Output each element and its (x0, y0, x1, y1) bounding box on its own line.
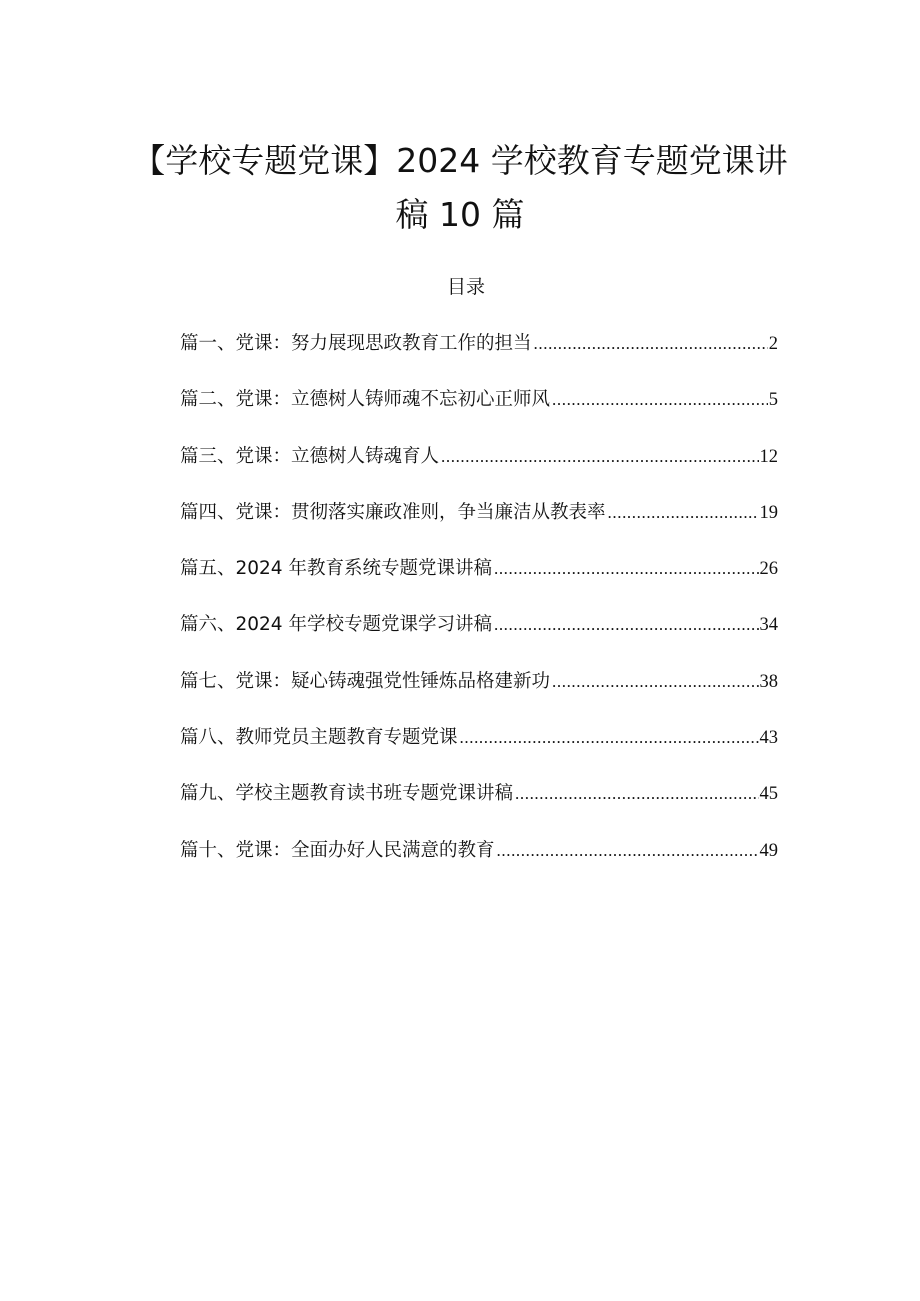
toc-entry[interactable] (180, 443, 778, 499)
toc-entry-page: 5 (768, 390, 778, 411)
toc-entry-label: 篇一、党课：努力展现思政教育工作的担当 (180, 333, 532, 354)
toc-entry[interactable] (180, 837, 778, 893)
toc-entry-page: 12 (759, 446, 778, 467)
toc-entry-label: 篇八、教师党员主题教育专题党课 (180, 727, 458, 749)
toc-entry-label: 篇七、党课：疑心铸魂强党性锤炼品格建新功 (180, 670, 551, 692)
document-title (120, 134, 800, 242)
toc-entry-page: 49 (759, 840, 778, 861)
toc-entry-page: 26 (759, 559, 778, 580)
toc-entry[interactable] (180, 555, 778, 611)
toc-entry[interactable] (180, 668, 778, 724)
toc-dot-leader (534, 330, 768, 358)
toc-entry-label: 篇二、党课：立德树人铸师魂不忘初心正师风 (180, 389, 551, 411)
table-of-contents (180, 330, 778, 893)
toc-dot-leader (497, 837, 759, 865)
toc-entry-page: 34 (759, 615, 778, 636)
toc-dot-leader (494, 611, 759, 639)
toc-dot-leader (494, 555, 759, 583)
toc-entry[interactable] (180, 330, 778, 386)
toc-entry-label: 篇九、学校主题教育读书班专题党课讲稿 (180, 783, 514, 805)
toc-entry-label: 篇三、党课：立德树人铸魂育人 (180, 445, 440, 467)
toc-entry-page: 19 (759, 502, 778, 523)
toc-heading: 目录 (446, 276, 485, 298)
toc-entry[interactable] (180, 386, 778, 442)
toc-dot-leader (552, 668, 758, 696)
toc-dot-leader (608, 499, 759, 527)
toc-dot-leader (441, 443, 758, 471)
toc-entry[interactable] (180, 611, 778, 667)
toc-dot-leader (515, 780, 758, 808)
toc-entry[interactable] (180, 724, 778, 780)
toc-entry-page: 43 (759, 728, 778, 749)
toc-entry[interactable] (180, 499, 778, 555)
toc-entry[interactable] (180, 780, 778, 836)
title-line-2: 稿 10 篇 (395, 195, 525, 234)
toc-entry-page: 38 (759, 671, 778, 692)
title-line-1: 【学校专题党课】2024 学校教育专题党课讲 (132, 141, 788, 180)
toc-dot-leader (460, 724, 759, 752)
toc-entry-label: 篇十、党课：全面办好人民满意的教育 (180, 839, 495, 861)
toc-entry-label: 篇五、2024 年教育系统专题党课讲稿 (180, 558, 492, 580)
toc-entry-page: 2 (768, 334, 778, 354)
toc-entry-page: 45 (759, 784, 778, 805)
toc-entry-label: 篇六、2024 年学校专题党课学习讲稿 (180, 614, 492, 636)
toc-dot-leader (552, 386, 768, 414)
toc-entry-label: 篇四、党课：贯彻落实廉政准则，争当廉洁从教表率 (180, 501, 606, 523)
